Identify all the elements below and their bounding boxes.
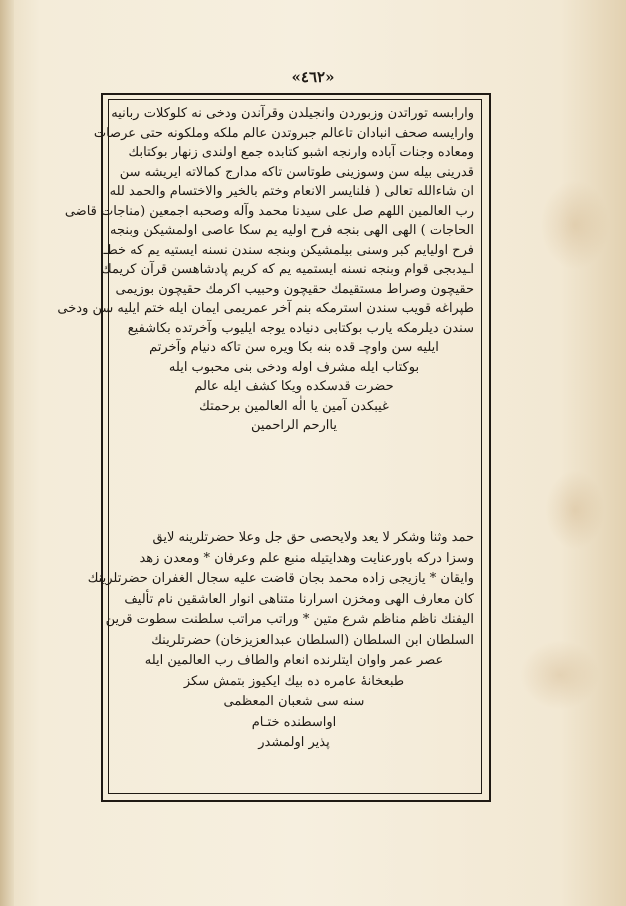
text-line: سندن ديلرمكه يارب بوكتابى دنياده يوجه ايليوب وآخرتده بكاشفيع: [127, 320, 474, 336]
colophon-line: وايقان * يازيجى زاده محمد بجان قاضت عليه سجال الغفران حضرتلرينك: [87, 571, 474, 586]
colophon-line: سنه سى شعبان المعظمى: [223, 694, 365, 709]
colophon-line: حمد وثنا وشكر لا يعد ولايحصى حق جل وعلا حضرتلرينه لايق: [152, 530, 474, 545]
colophon-line: طبعخانهٔ عامره ده بيك ايكيوز بتمش سكز: [183, 673, 405, 689]
colophon-line: كان معارف الهى ومخزن اسرارنا متناهى انوار العاشقين نام تأليف: [124, 591, 474, 607]
colophon-block: [87, 528, 474, 754]
page-gutter: [0, 0, 14, 906]
text-line: وارايسه صحف انبادان تاعالم جبروتدن عالم ملكه وملكونه حتى عرصات: [93, 125, 474, 141]
main-text-block: [57, 104, 474, 436]
colophon-line: عصر عمر واوان ايتلرنده انعام والطاف رب العالمين ايله: [144, 653, 444, 668]
text-line: رب العالمين اللهم صل على سيدنا محمد وآله وصحبه اجمعين (مناجات قاضى: [64, 203, 474, 219]
paper-stain: [545, 470, 605, 550]
text-line: بوكتاب ايله مشرف اوله ودخى بنى محبوب ايله: [168, 359, 420, 375]
colophon-line: پذير اولمشدر: [258, 735, 330, 750]
colophon-line: اواسطنده ختـام: [251, 714, 337, 730]
page-number: «٤٦٢»: [291, 68, 335, 86]
text-line: حضرت قدسكده ويكا كشف ايله عالم: [194, 379, 394, 394]
paper-stain: [520, 640, 600, 710]
text-line: اـيدبجى قوام وبنجه نسنه ايستميه يم كه كريم پادشاهسن قرآن كريمك: [100, 262, 474, 277]
text-line: غيبكدن آمين يا الٰه العالمين برحمتك: [199, 398, 389, 414]
colophon-line: السلطان ابن السلطان (السلطان عبدالعزيزخان) حضرتلرينك: [151, 632, 474, 648]
text-line: قدرينى بيله سن وسوزينى طوتاسن تاكه مدارج كمالاته ايريشه سن: [119, 164, 474, 180]
text-line: حقيچون وصراط مستقيمك حقيچون وحبيب اكرمك حقيچون بوزيمى: [115, 281, 474, 297]
text-line: طپراغه قويب سندن استرمكه بنم آخر عمريمى ايمان ايله ختم ايليه سن ودخى: [57, 301, 474, 316]
text-line: فرح اوليايم كبر وسنى بيلمشيكن وبنجه سندن نسنه ايستيه يم كه خطـ: [103, 242, 474, 258]
text-line: ياارحم الراحمين: [250, 418, 338, 433]
text-line: الحاجات ) الهى الهى بنجه فرح اوليه يم سكا عاصى اولمشيكن وبنجه: [110, 223, 474, 238]
text-line: ان شاءالله تعالى ( فلنايسر الانعام وختم بالخير والاختسام والحمد لله: [109, 184, 474, 199]
paper-stain: [540, 180, 610, 270]
colophon-line: اليفنك ناظم مناظم شرع متين * وراتب مراتب سلطنت سطوت قرين: [105, 612, 474, 627]
colophon-line: وسزا دركه باورعنايت وهدايتيله منبع علم وعرفان * ومعدن زهد: [139, 550, 474, 566]
text-line: وارابسه توراتدن وزبوردن وانجيلدن وقرآندن ودخى نه كلوكلات ربانيه: [111, 106, 474, 121]
text-line: ومعاده وجنات آباده وارنجه اشبو كتابده جمع اولندى زنهار بوكتابك: [128, 145, 474, 160]
text-line: ايليه سن واوچـ قده بنه بكا ويره سن تاكه دنيام وآخرتم: [149, 340, 439, 355]
